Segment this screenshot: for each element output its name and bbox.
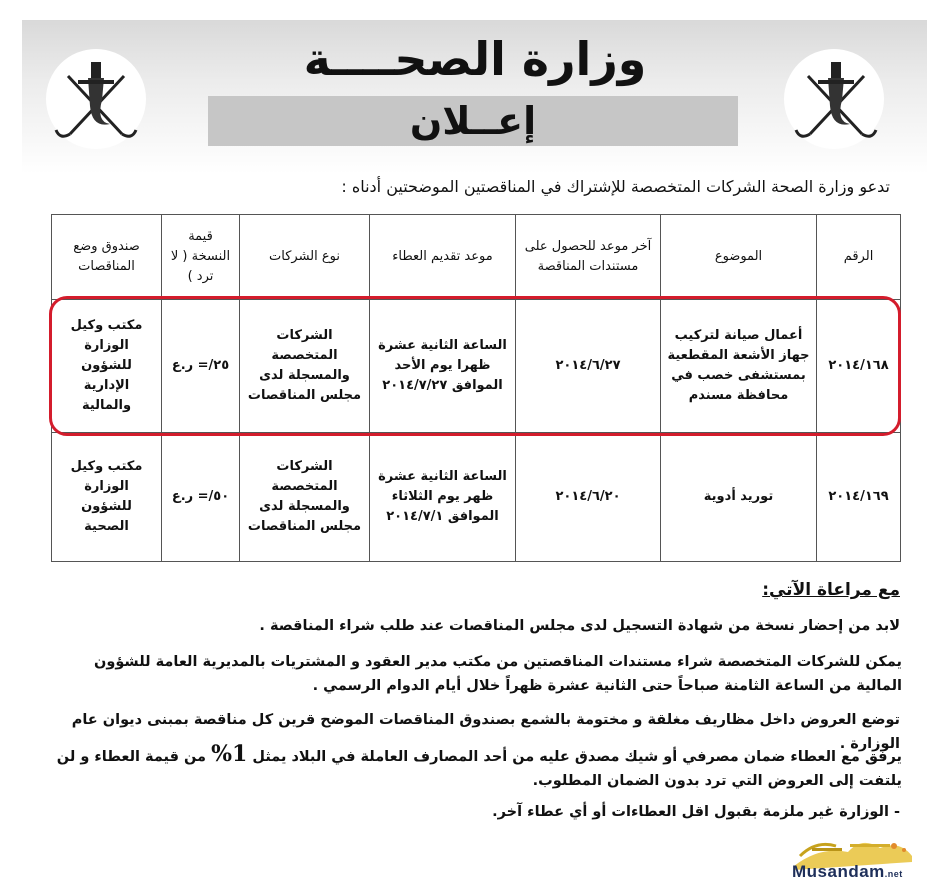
cell-number: ٢٠١٤/١٦٩ bbox=[817, 433, 901, 562]
cell-company-type: الشركات المتخصصة والمسجلة لدى مجلس المناقصات bbox=[240, 300, 370, 433]
note-registration: لابد من إحضار نسخة من شهادة التسجيل لدى مجلس المناقصات عند طلب شراء المناقصة . bbox=[259, 618, 900, 634]
intro-text: تدعو وزارة الصحة الشركات المتخصصة للإشتراك في المناقصتين الموضحتين أدناه : bbox=[341, 177, 890, 196]
watermark-brand: Musandam bbox=[792, 862, 885, 881]
cell-tender-box: مكتب وكيل الوزارة للشؤون الصحية bbox=[52, 433, 162, 562]
note-purchase-docs: يمكن للشركات المتخصصة شراء مستندات المناقصتين من مكتب مدير العقود و المشتريات بالمديرية العامة للشؤون المالية من الساعة الثامنة صباحاً حتى الثانية عشرة ظهراً خلال أيام الدوام الرسمي . bbox=[93, 654, 902, 694]
cell-subject: توريد أدوية bbox=[661, 433, 817, 562]
note-guarantee-before: يرفق مع العطاء ضمان مصرفي أو شيك مصدق عليه من أحد المصارف العاملة في البلاد يمثل bbox=[252, 749, 902, 765]
header-number: الرقم bbox=[817, 215, 901, 300]
header-company-type: نوع الشركات bbox=[240, 215, 370, 300]
header-bid-submission: موعد تقديم العطاء bbox=[370, 215, 516, 300]
cell-bid-submission: الساعة الثانية عشرة ظهرا يوم الأحد الموافق ٢٠١٤/٧/٢٧ bbox=[370, 300, 516, 433]
cell-copy-price: ٥٠/= ر.ع bbox=[162, 433, 240, 562]
tenders-table bbox=[51, 214, 901, 562]
table-row bbox=[52, 300, 901, 433]
table-header-row bbox=[52, 215, 901, 300]
header-copy-price: قيمة النسخة ( لا ترد ) bbox=[162, 215, 240, 300]
cell-deadline-docs: ٢٠١٤/٦/٢٠ bbox=[516, 433, 661, 562]
note-guarantee-percent: 1% bbox=[211, 741, 248, 767]
cell-deadline-docs: ٢٠١٤/٦/٢٧ bbox=[516, 300, 661, 433]
note-guarantee-after: من قيمة العطاء و لن يلتفت إلى العروض التي ترد بدون الضمان المطلوب. bbox=[56, 749, 902, 789]
notes-heading: مع مراعاة الآتي: bbox=[762, 580, 900, 600]
announcement-title: إعــلان bbox=[208, 96, 738, 146]
header-subject: الموضوع bbox=[661, 215, 817, 300]
note-sealed-envelopes: توضع العروض داخل مظاريف مغلقة و مختومة بالشمع بصندوق المناقصات الموضح قرين كل مناقصة بمبنى ديوان عام الوزارة . bbox=[71, 712, 900, 752]
cell-tender-box: مكتب وكيل الوزارة للشؤون الإدارية والمالية bbox=[52, 300, 162, 433]
note-guarantee bbox=[50, 742, 902, 793]
oman-emblem-right-icon bbox=[774, 36, 900, 162]
watermark-suffix: .net bbox=[884, 869, 903, 879]
watermark-text bbox=[792, 862, 903, 882]
table-row bbox=[52, 433, 901, 562]
cell-bid-submission: الساعة الثانية عشرة ظهر يوم الثلاثاء الموافق ٢٠١٤/٧/١ bbox=[370, 433, 516, 562]
header-tender-box: صندوق وضع المناقصات bbox=[52, 215, 162, 300]
cell-subject: أعمال صيانة لتركيب جهاز الأشعة المقطعية بمستشفى خصب في محافظة مسندم bbox=[661, 300, 817, 433]
header-deadline-docs: آخر موعد للحصول على مستندات المناقصة bbox=[516, 215, 661, 300]
ministry-title: وزارة الصحــــة bbox=[303, 32, 647, 86]
oman-emblem-left-icon bbox=[30, 36, 156, 162]
cell-company-type: الشركات المتخصصة والمسجلة لدى مجلس المناقصات bbox=[240, 433, 370, 562]
note-not-obliged: - الوزارة غير ملزمة بقبول اقل العطاءات أو أي عطاء آخر. bbox=[492, 804, 900, 820]
cell-number: ٢٠١٤/١٦٨ bbox=[817, 300, 901, 433]
cell-copy-price: ٢٥/= ر.ع bbox=[162, 300, 240, 433]
